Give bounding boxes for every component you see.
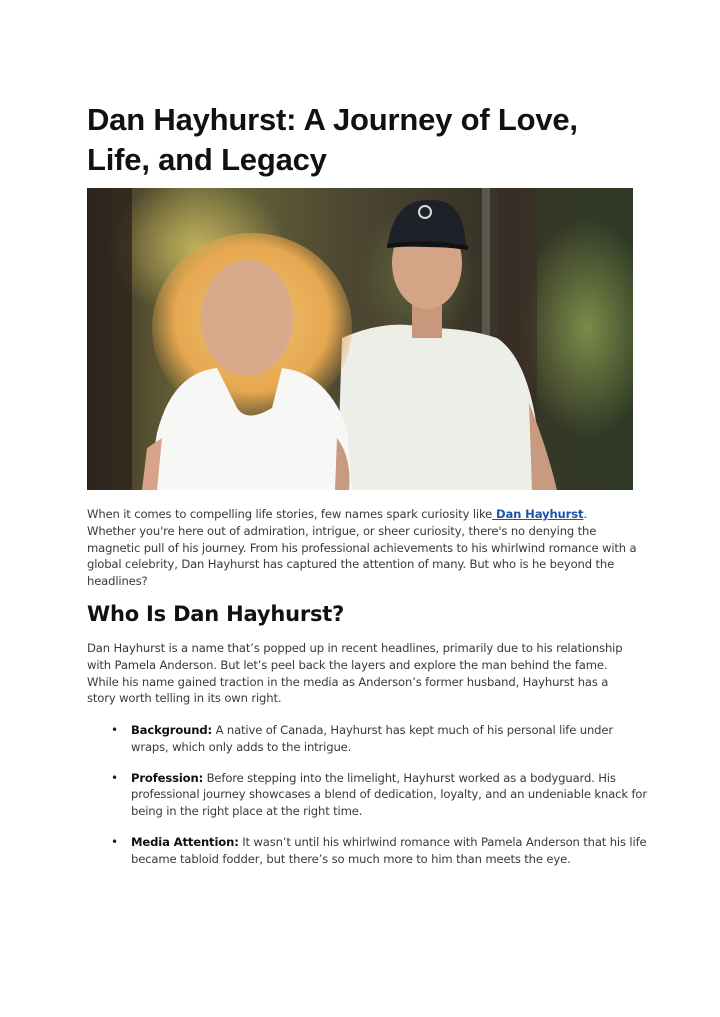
list-item-background (87, 722, 647, 756)
section-heading: Who Is Dan Hayhurst? (87, 602, 345, 626)
list-item-label: Background: (131, 723, 213, 737)
hero-image (87, 188, 633, 490)
list-item-profession (87, 770, 647, 820)
list-item-text: It wasn’t until his whirlwind romance with Pamela Anderson that his life became tabloid fodder, but there’s so much more to him than meets the eye. (131, 834, 647, 866)
bullet-icon: • (111, 834, 118, 849)
intro-paragraph (87, 506, 637, 590)
bullet-icon: • (111, 723, 118, 737)
list-item-media-attention (87, 834, 647, 868)
hero-photo-illustration (87, 188, 633, 490)
list-item-text: A native of Canada, Hayhurst has kept much of his personal life under wraps, which only adds to the intrigue. (131, 723, 613, 754)
intro-text-after-link: . Whether you're here out of admiration, intrigue, or sheer curiosity, there's no denying the magnetic pull of his journey. From his professional achievements to his whirlwind romance with a global celebrity, Dan Hayhurst has captured the attention of many. But who is he beyond the headlines? (87, 507, 637, 589)
section-paragraph: Dan Hayhurst is a name that’s popped up in recent headlines, primarily due to his relationship with Pamela Anderson. But let’s peel back the layers and explore the man behind the fame. While his name gained traction in the media as Anderson’s former husband, Hayhurst has a story worth telling in its own right. (87, 641, 623, 706)
bullet-icon: • (111, 770, 118, 785)
list-item-label: Profession: (131, 770, 204, 785)
list-item-label: Media Attention: (131, 834, 239, 849)
list-item-text: Before stepping into the limelight, Hayhurst worked as a bodyguard. His professional journey showcases a blend of dedication, loyalty, and an undeniable knack for being in the right place at the right time. (131, 770, 647, 819)
article-title: Dan Hayhurst: A Journey of Love, Life, and Legacy (87, 102, 578, 177)
dan-hayhurst-link[interactable]: Dan Hayhurst (492, 507, 584, 521)
intro-text-before-link: When it comes to compelling life stories, few names spark curiosity like (87, 507, 493, 521)
facts-list (87, 722, 647, 882)
